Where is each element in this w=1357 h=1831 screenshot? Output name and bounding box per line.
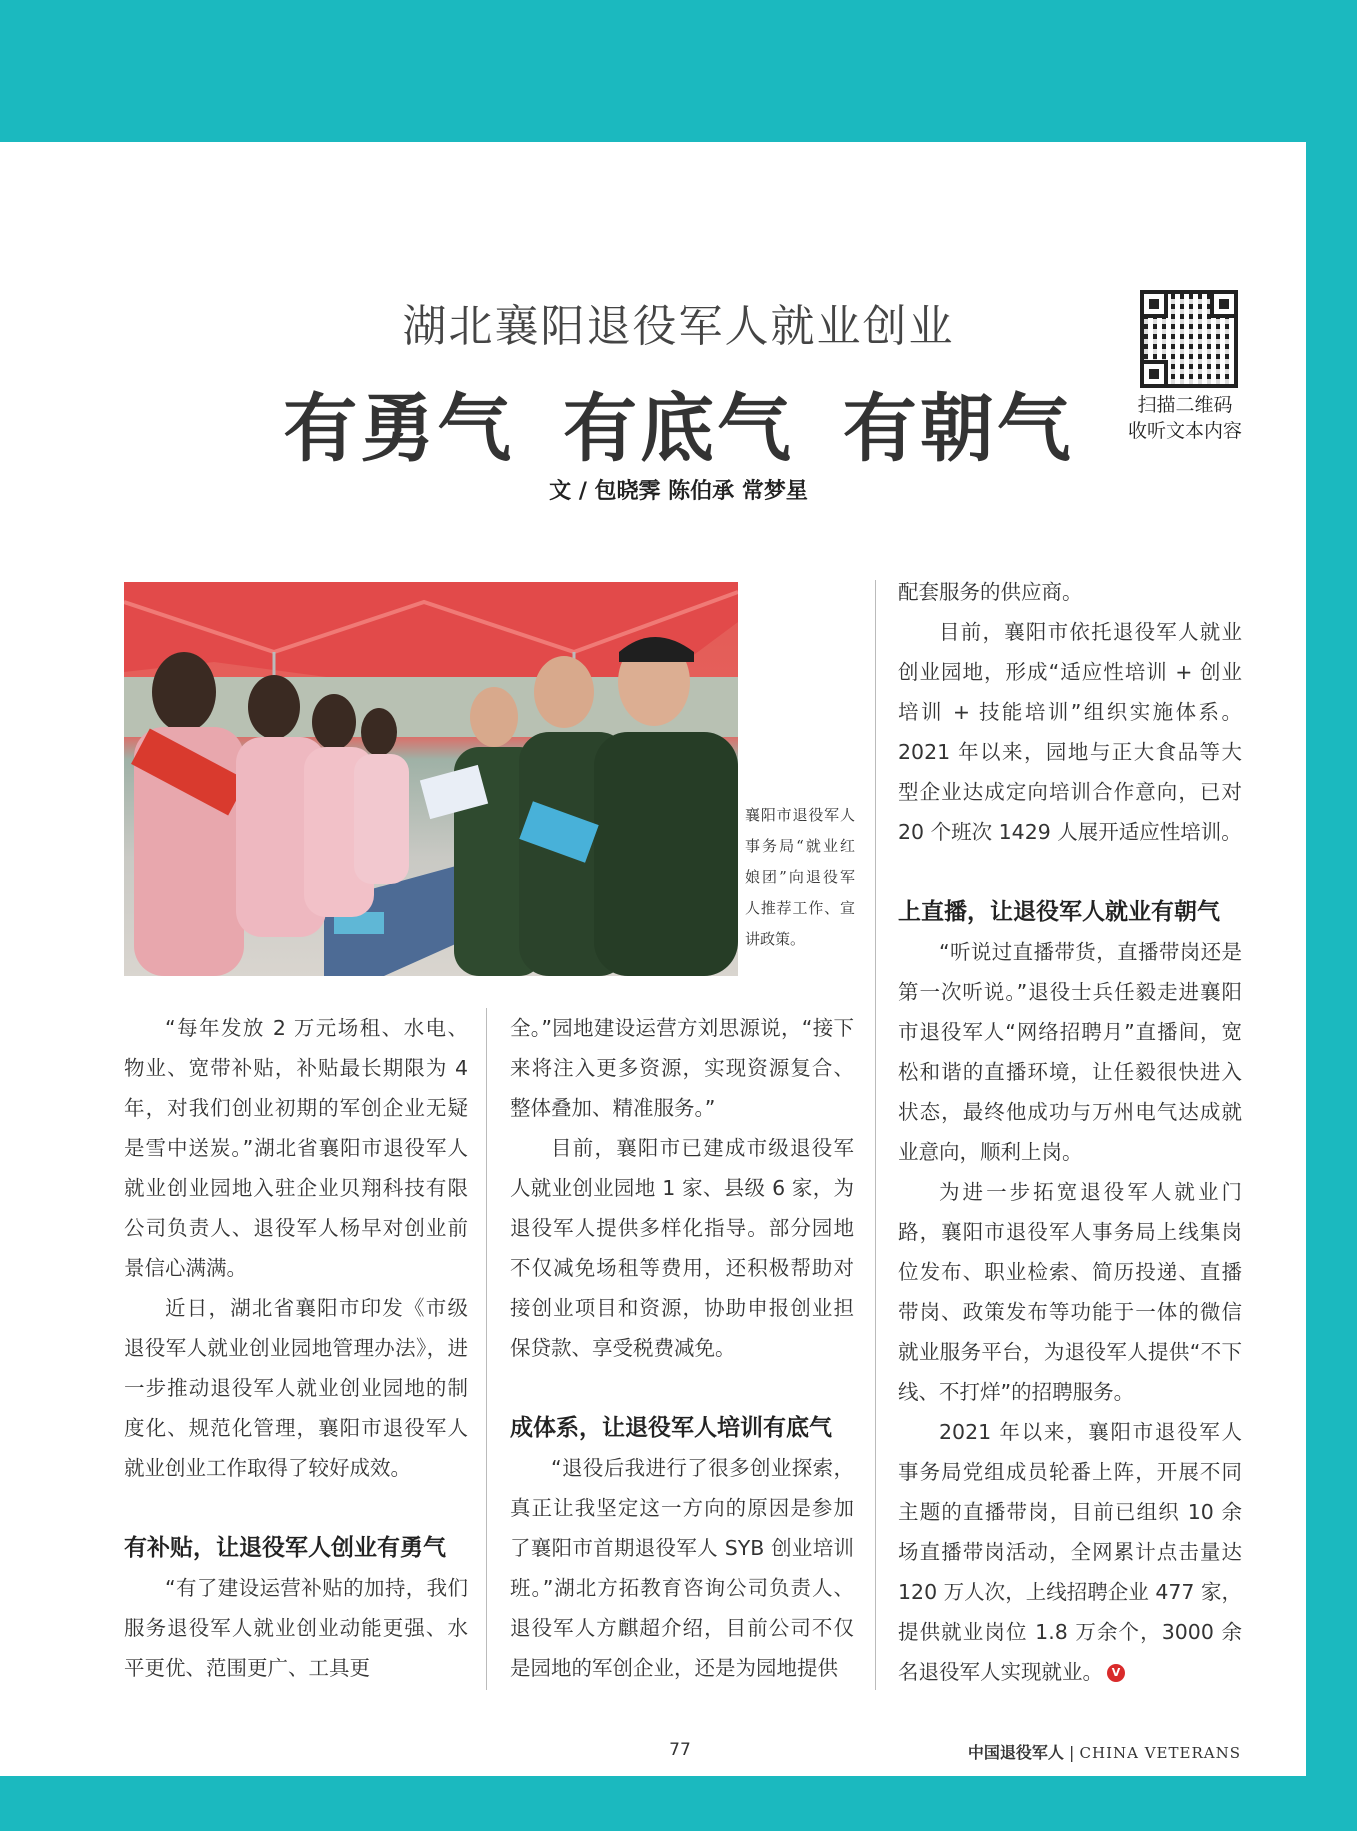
page-number: 77 (669, 1740, 691, 1760)
section-heading: 有补贴，让退役军人创业有勇气 (124, 1534, 446, 1561)
paragraph (898, 1412, 1242, 1692)
paragraph: 目前，襄阳市已建成市级退役军人就业创业园地 1 家、县级 6 家，为退役军人提供多样化指导。部分园地不仅减免场租等费用，还积极帮助对接创业项目和资源，协助申报创业担保贷款、享受税费减免。 (510, 1136, 854, 1360)
section-heading: 上直播，让退役军人就业有朝气 (898, 898, 1220, 925)
article-title: 有勇气 有底气 有朝气 (283, 386, 1074, 472)
column-divider (875, 580, 876, 1690)
brand-cn: 中国退役军人 (967, 1743, 1064, 1762)
paragraph: “每年发放 2 万元场租、水电、物业、宽带补贴，补贴最长期限为 4 年，对我们创业初期的军创企业无疑是雪中送炭。”湖北省襄阳市退役军人就业创业园地入驻企业贝翔科技有限公司负责人、退役军人杨早对创业前景信心满满。 (124, 1016, 468, 1280)
photo-illustration (124, 582, 738, 976)
paragraph: “听说过直播带货，直播带岗还是第一次听说。”退役士兵任毅走进襄阳市退役军人“网络招聘月”直播间，宽松和谐的直播环境，让任毅很快进入状态，最终他成功与万州电气达成就业意向，顺利上岗。 (898, 940, 1242, 1164)
photo-caption: 襄阳市退役军人事务局“就业红娘团”向退役军人推荐工作、宣讲政策。 (745, 806, 855, 948)
paragraph: 近日，湖北省襄阳市印发《市级退役军人就业创业园地管理办法》，进一步推动退役军人就业创业园地的制度化、规范化管理，襄阳市退役军人就业创业工作取得了较好成效。 (124, 1296, 468, 1480)
column-divider (486, 1008, 487, 1690)
column-3 (898, 572, 1242, 1692)
paragraph: 配套服务的供应商。 (898, 580, 1083, 604)
qr-code-icon[interactable] (1140, 290, 1238, 388)
paragraph: 为进一步拓宽退役军人就业门路，襄阳市退役军人事务局上线集岗位发布、职业检索、简历投递、直播带岗、政策发布等功能于一体的微信就业服务平台，为退役军人提供“不下线、不打烊”的招聘服务。 (898, 1180, 1242, 1404)
article-photo (124, 582, 738, 976)
qr-note-line-1: 扫描二维码 (1137, 394, 1233, 416)
paragraph: “退役后我进行了很多创业探索，真正让我坚定这一方向的原因是参加了襄阳市首期退役军人 SYB 创业培训班。”湖北方拓教育咨询公司负责人、退役军人方麒超介绍，目前公司不仅是园地的军创企业，还是为园地提供 (510, 1456, 854, 1680)
paragraph: “有了建设运营补贴的加持，我们服务退役军人就业创业动能更强、水平更优、范围更广、工具更 (124, 1576, 468, 1680)
column-2 (510, 1008, 854, 1688)
footer-brand (968, 1740, 1241, 1763)
qr-note (1110, 392, 1260, 444)
article-byline: 文 / 包晓霁 陈伯承 常梦星 (549, 479, 808, 504)
paragraph: 目前，襄阳市依托退役军人就业创业园地，形成“适应性培训 + 创业培训 + 技能培训”组织实施体系。2021 年以来，园地与正大食品等大型企业达成定向培训合作意向，已对 20 个班次 1429 人展开适应性培训。 (898, 620, 1242, 844)
article-subtitle: 湖北襄阳退役军人就业创业 (402, 301, 955, 352)
paragraph-text: 2021 年以来，襄阳市退役军人事务局党组成员轮番上阵，开展不同主题的直播带岗，目前已组织 10 余场直播带岗活动，全网累计点击量达 120 万人次，上线招聘企业 477 家，提供就业岗位 1.8 万余个，3000 余名退役军人实现就业。 (898, 1420, 1242, 1684)
brand-en: CHINA VETERANS (1079, 1744, 1241, 1762)
brand-separator: | (1069, 1743, 1075, 1762)
end-mark-icon: V (1107, 1664, 1125, 1682)
paragraph: 全。”园地建设运营方刘思源说，“接下来将注入更多资源，实现资源复合、整体叠加、精准服务。” (510, 1016, 854, 1120)
qr-note-line-2: 收听文本内容 (1127, 420, 1242, 442)
section-heading: 成体系，让退役军人培训有底气 (510, 1414, 832, 1441)
column-1 (124, 1008, 468, 1688)
